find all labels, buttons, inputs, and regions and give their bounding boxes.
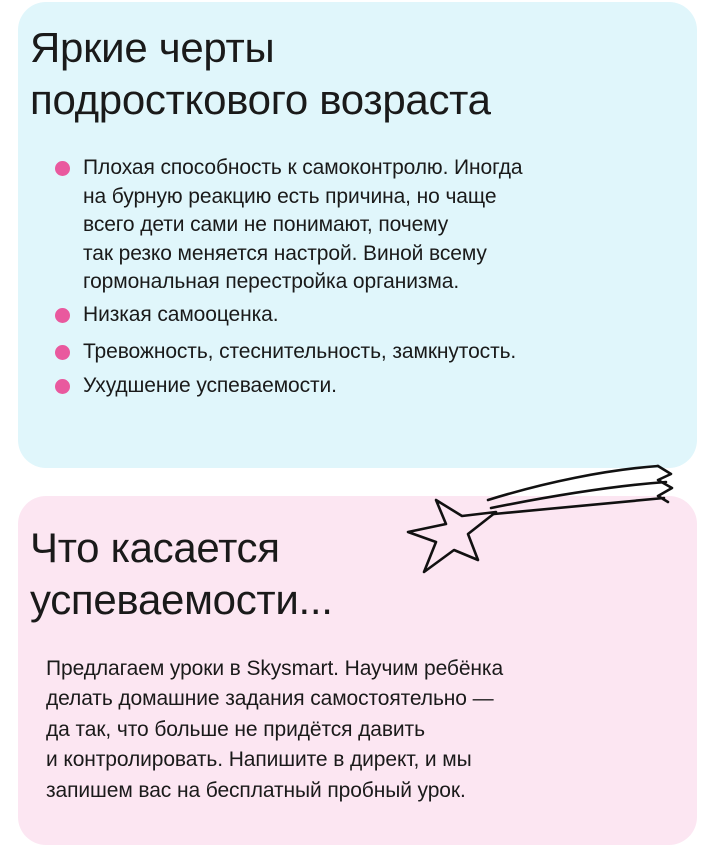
list-item	[57, 372, 677, 401]
list-item	[57, 301, 677, 330]
paragraph-line: Предлагаем уроки в Skysmart. Научим ребёнка	[46, 657, 504, 680]
list-item-line: так резко меняется настрой. Виной всему	[83, 241, 487, 265]
paragraph-line: да так, что больше не придётся давить	[46, 717, 425, 741]
heading-teenage-traits	[30, 22, 491, 126]
traits-list	[57, 154, 677, 401]
paragraph-line: запишем вас на бесплатный пробный урок.	[46, 778, 466, 802]
heading-line: Яркие черты	[30, 24, 275, 71]
heading-school-performance	[30, 522, 390, 626]
bullet-dot-icon	[55, 161, 70, 176]
heading-line: подросткового возраста	[30, 76, 491, 123]
bullet-dot-icon	[55, 379, 70, 394]
heading-line: успеваемости...	[30, 576, 333, 623]
shooting-star-icon	[396, 452, 686, 582]
list-item-line: Тревожность, стеснительность, замкнутость.	[83, 339, 517, 363]
list-item-line: Ухудшение успеваемости.	[83, 374, 337, 398]
paragraph-line: и контролировать. Напишите в директ, и мы	[46, 748, 472, 772]
list-item-line: на бурную реакцию есть причина, но чаще	[83, 184, 497, 208]
list-item-line: гормональная перестройка организма.	[83, 270, 460, 294]
offer-paragraph	[46, 654, 666, 806]
bullet-dot-icon	[55, 308, 70, 323]
list-item-line: Плохая способность к самоконтролю. Иногда	[83, 156, 523, 179]
list-item-line: Низкая самооценка.	[83, 302, 279, 326]
bullet-dot-icon	[55, 345, 70, 360]
paragraph-line: делать домашние задания самостоятельно —	[46, 687, 494, 711]
heading-line: Что касается	[30, 524, 280, 571]
list-item	[57, 338, 677, 367]
list-item-line: всего дети сами не понимают, почему	[83, 213, 449, 237]
list-item	[57, 154, 677, 297]
